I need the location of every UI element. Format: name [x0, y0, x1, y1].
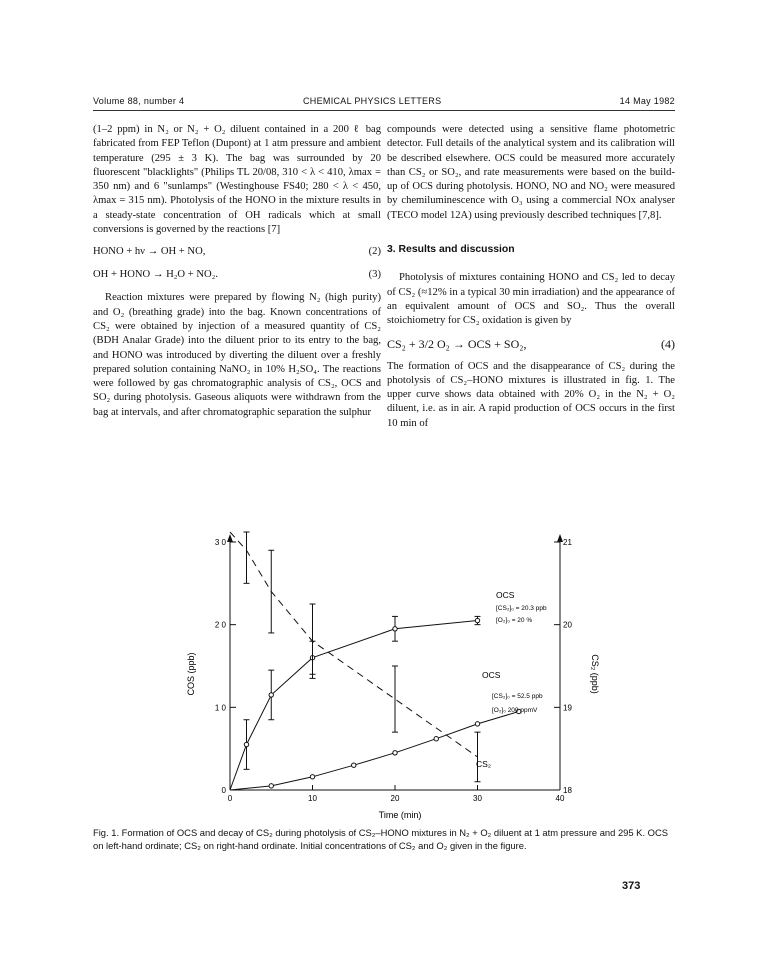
y-axis-left-arrow — [227, 534, 233, 542]
y-tick-label-left: 3 0 — [214, 538, 226, 547]
annotation-cs2: CS₂ — [476, 759, 492, 769]
header-journal: CHEMICAL PHYSICS LETTERS — [303, 96, 442, 106]
data-point — [475, 722, 479, 726]
series-line-2 — [230, 532, 478, 757]
data-point — [393, 627, 397, 631]
x-tick-label: 10 — [308, 794, 317, 803]
page-number: 373 — [622, 880, 641, 892]
right-paragraph-2: Photolysis of mixtures containing HONO and CS₂ led to decay of CS₂ (≈12% in a typical 30 min irradiation) and the appearance of an equivalent amount of OCS and SO₂. Thus the overall stoichiometry for CS₂ oxidation is given by — [387, 272, 675, 327]
running-header — [93, 96, 675, 110]
figure-1-chart — [180, 524, 600, 824]
section-heading: 3. Results and discussion — [387, 244, 515, 256]
annotation-ocs-upper: OCS — [496, 590, 515, 600]
x-axis-label: Time (min) — [378, 810, 422, 820]
data-point — [310, 775, 314, 779]
x-tick-label: 20 — [390, 794, 400, 803]
data-point — [475, 618, 479, 622]
equation-2-number: (2) — [368, 246, 381, 258]
equation-3 — [93, 268, 381, 283]
figure-caption: Fig. 1. Formation of OCS and decay of CS₂ during photolysis of CS₂–HONO mixtures in N₂ + O₂ diluent at 1 atm pressure and 295 K. OCS on left-hand ordinate; CS₂ on right-hand ordinate. Initial concentrations of CS₂ and O₂ given in the figure. — [93, 827, 668, 851]
left-paragraph-1: (1–2 ppm) in N₂ or N₂ + O₂ diluent contained in a 200 ℓ bag fabricated from FEP Teflon (Dupont) at 1 atm pressure and ambient temperature (295 ± 3 K). The bag was surrounded by 20 fluorescent "blacklights" (Philips TL 20/08, 310 < λ < 410, λmax = 350 nm) and 6 "sunlamps" (Westinghouse FS40; 280 < λ < 450, λmax = 315 nm). Photolysis of the HONO in the mixture results in a steady-state concentration of OH radicals which at small conversions is governed by the reactions [7] — [93, 124, 381, 236]
annotation-ocs-lower: OCS — [482, 670, 501, 680]
equation-4-text: CS₂ + 3/2 O₂ → OCS + SO₂, — [387, 336, 527, 351]
y-tick-label-left: 1 0 — [214, 703, 226, 713]
data-point — [393, 751, 397, 755]
x-tick-label: 40 — [555, 794, 565, 803]
left-paragraph-2: Reaction mixtures were prepared by flowing N₂ (high purity) and O₂ (breathing grade) into the bag. Known concentrations of CS₂ were obtained by injection of a measured quantity of CS₂ (BDH Analar Grade) into the diluent prior to its entry to the bag, and HONO was introduced by diverting the diluent over a freshly prepared solution containing NaNO₂ in 10% H₂SO₄. The reactions were followed by gas chromatographic analysis of CS₂, OCS and SO₂ during photolysis. Gaseous aliquots were withdrawn from the bag at intervals, and after chromatographic separation the sulphur — [93, 292, 381, 418]
x-tick-label: 30 — [473, 794, 482, 803]
equation-2 — [93, 245, 381, 260]
equation-3-text: OH + HONO → H₂O + NO₂. — [93, 269, 218, 281]
left-column — [93, 123, 381, 420]
y-tick-label-right: 20 — [563, 620, 572, 630]
y-tick-label-left: 2 0 — [214, 620, 226, 630]
data-point — [352, 763, 356, 767]
annotation-cs2-upper: [CS₂]₀ = 20.3 ppb — [496, 605, 547, 612]
data-point — [269, 693, 273, 697]
y-tick-label-right: 18 — [563, 786, 572, 795]
right-paragraph-3: The formation of OCS and the disappearance of CS₂ during the photolysis of CS₂–HONO mixtures is illustrated in fig. 1. The upper curve shows data obtained with 20% O₂ in the N₂ + O₂ diluent, i.e. as in air. A rapid production of OCS occurs in the first 10 min of — [387, 360, 675, 429]
y-tick-label-right: 19 — [563, 703, 572, 713]
y-axis-label-right: CS₂ (ppb) — [590, 654, 600, 694]
y-tick-label-left: 0 — [221, 786, 226, 795]
y-axis-label-left: COS (ppb) — [186, 652, 196, 696]
annotation-o2-upper: [O₂]₀ = 20 % — [496, 617, 533, 624]
figure-1 — [180, 524, 600, 824]
data-point — [269, 784, 273, 788]
equation-4 — [387, 337, 675, 352]
annotation-cs2-lower: [CS₂]₀ = 52.5 ppb — [492, 693, 543, 700]
header-date: 14 May 1982 — [619, 96, 675, 106]
right-column — [387, 123, 675, 431]
y-tick-label-right: 21 — [563, 538, 572, 547]
equation-2-text: HONO + hν → OH + NO, — [93, 246, 206, 258]
data-point — [434, 737, 438, 741]
header-volume: Volume 88, number 4 — [93, 96, 185, 106]
equation-4-number: (4) — [661, 336, 675, 351]
x-tick-label: 0 — [227, 794, 233, 803]
equation-3-number: (3) — [368, 269, 381, 281]
header-rule — [93, 110, 675, 111]
annotation-o2-lower: [O₂]₀ 200 ppmV — [492, 707, 538, 714]
data-point — [244, 742, 248, 746]
right-paragraph-1: compounds were detected using a sensitive flame photometric detector. Full details of the analytical system and its calibration will be described elsewhere. OCS could be measured more accurately than CS₂ or SO₂, and rate measurements were based on the build-up of OCS during photolysis. HONO, NO and NO₂ were measured by chemiluminescence with O₃ using a commercial NOx analyser (TECO model 12A) using previously described techniques [7,8]. — [387, 124, 675, 221]
